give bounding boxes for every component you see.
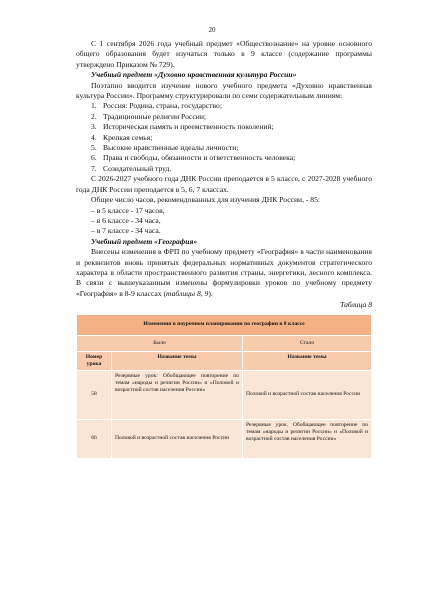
list-item-text: Высокие нравственные идеалы личности; [103, 143, 239, 153]
list-item [76, 122, 372, 132]
list-item-text: Права и свободы, обязанности и ответственность человека; [103, 153, 296, 163]
list-item-text: Россия: Родина, страна, государство; [103, 101, 222, 111]
list-item [76, 153, 372, 163]
column-header-lesson-number: Номер урока [77, 351, 112, 370]
paragraph-dnk-hours: Общее число часов, рекомендованных для изучения ДНК России, - 85: [91, 195, 321, 205]
heading-dnk-russia: Учебный предмет «Духовно нравственная культура России» [91, 70, 297, 80]
column-header-topic-before: Название темы [112, 351, 243, 370]
list-item [76, 101, 372, 111]
list-item [76, 112, 372, 122]
list-item-number: 2. [91, 111, 97, 121]
list-item-text: Историческая память и преемственность поколений; [103, 122, 274, 132]
list-item-number: 7. [91, 163, 97, 173]
paragraph-dnk-schedule: С 2026-2027 учебного года ДНК России преподается в 5 классе, с 2027-2028 учебного года ДНК России преподается в 5, 6, 7 классах. [76, 174, 372, 194]
topic-after-cell: Резервные урок. Обобщающее повторение по темам «народы и религии России» и «Половой и возрастной состав населения России» [243, 419, 372, 458]
table-row [77, 370, 372, 419]
paragraph-social-studies: С 1 сентября 2026 года учебный предмет «Обществознание» на уровне основного общего образования будет изучаться только в 9 классе (содержание программы утверждено Приказом № 729). [76, 39, 372, 69]
page-number: 20 [208, 26, 216, 34]
table-title: Изменения в поурочном планировании по географии в 8 классе [77, 314, 372, 335]
table-reference: таблицы 8, 9 [166, 288, 209, 298]
list-item [76, 143, 372, 153]
paragraph-text-end: ). [208, 288, 213, 298]
page-content [76, 39, 372, 459]
list-item-number: 1. [91, 101, 97, 111]
hours-item: – в 7 классе - 34 часа. [91, 226, 161, 236]
hours-item: – в 5 классе - 17 часов, [91, 205, 165, 215]
list-item-number: 3. [91, 122, 97, 132]
list-item-text: Крепкая семья; [103, 132, 153, 142]
column-header-topic-after: Название темы [243, 351, 372, 370]
lesson-number-cell: 58 [77, 370, 112, 419]
topic-before-cell: Резервные урок: Обобщающее повторение по темам «народы и религии России» и «Половой и возрастной состав населения России» [112, 370, 243, 419]
list-item [76, 164, 372, 174]
table-caption: Таблица 8 [340, 300, 372, 310]
paragraph-geography-changes [76, 247, 372, 299]
lesson-number-cell: 66 [77, 419, 112, 458]
list-item [76, 133, 372, 143]
list-item-number: 4. [91, 132, 97, 142]
group-header-after: Стало [243, 335, 372, 351]
geography-changes-table [76, 314, 372, 459]
paragraph-text: Внесены изменения в ФРП по учебному предмету «География» в части наименования и реквизитов вновь принятых федеральных нормативных документов стратегического характера в области пространственного развития страны, энергетики, лесного комплекса. В связи с вышеуказанным изменены формулировки уроков по учебному предмету «География» в 8-9 классах ( [76, 247, 372, 298]
list-item-text: Традиционные религии России; [103, 111, 207, 121]
heading-geography: Учебный предмет «География» [91, 236, 198, 246]
group-header-before: Было [77, 335, 243, 351]
hours-item: – в 6 классе - 34 часа, [91, 215, 161, 225]
table-row [77, 419, 372, 458]
topic-after-cell: Половой и возрастной состав населения России [243, 370, 372, 419]
topic-before-cell: Половой и возрастной состав населения России [112, 419, 243, 458]
list-item-number: 6. [91, 153, 97, 163]
list-item-number: 5. [91, 143, 97, 153]
list-item-text: Созидательный труд. [103, 163, 172, 173]
content-lines-list [76, 101, 372, 174]
paragraph-dnk-intro: Поэтапно вводится изучение нового учебного предмета «Духовно нравственная культура России». Программу структурировали по семи содержательным линиям: [76, 80, 372, 101]
